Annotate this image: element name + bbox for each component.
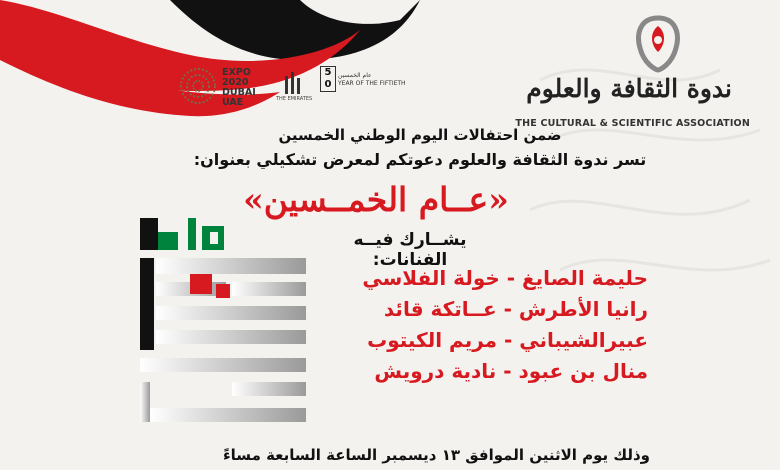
artist-names [318, 266, 648, 390]
fifty-label-english: YEAR OF THE FIFTIETH [338, 80, 406, 87]
participants-label: يشــارك فيــه الفنانات: [353, 230, 467, 270]
event-date-time: وذلك يوم الاثنين الموافق ١٣ ديسمبر الساعة السابعة مساءً [223, 446, 650, 464]
partner-logos [178, 66, 406, 108]
fifty-label [338, 72, 406, 88]
expo-logo-text [222, 68, 272, 108]
artist-names-line-3: عبيرالشيباني - مريم الكيتوب [367, 328, 648, 352]
association-logo [515, 14, 750, 132]
association-emblem-icon [628, 14, 688, 74]
artist-names-line-1: حليمة الصايغ - خولة الفلاسي [362, 266, 648, 290]
expo-ring-icon [178, 66, 218, 106]
association-name-english: THE CULTURAL & SCIENTIFIC ASSOCIATION [515, 118, 750, 129]
artist-names-line-2: رانيا الأطرش - عــاتكة قائد [383, 297, 648, 321]
expo-word: EXPO [222, 67, 251, 78]
expo-city: DUBAI [222, 87, 256, 98]
fifty-digit-five: 5 [324, 67, 332, 78]
expo-country: UAE [222, 97, 244, 108]
artist-names-line-4: منال بن عبود - نادية درويش [374, 359, 648, 383]
fifty-label-arabic: عام الخمسين [338, 72, 372, 79]
fifty-digits [320, 66, 336, 92]
invitation-line-2: تسر ندوة الثقافة والعلوم دعوتكم لمعرض تشكيلي بعنوان: [193, 150, 647, 169]
emirates-logo-text: THE EMIRATES [276, 96, 313, 102]
invitation-line-1: ضمن احتفالات اليوم الوطني الخمسين [278, 126, 562, 144]
year-of-fifty-artwork [132, 212, 322, 438]
fifty-digit-zero: 0 [324, 79, 332, 90]
exhibition-title: «عــام الخمــسين» [243, 180, 509, 219]
year-of-fifty-logo [320, 66, 406, 106]
association-name-arabic: ندوة الثقافة والعلوم [526, 74, 732, 103]
expo-year: 2020 [222, 77, 249, 88]
